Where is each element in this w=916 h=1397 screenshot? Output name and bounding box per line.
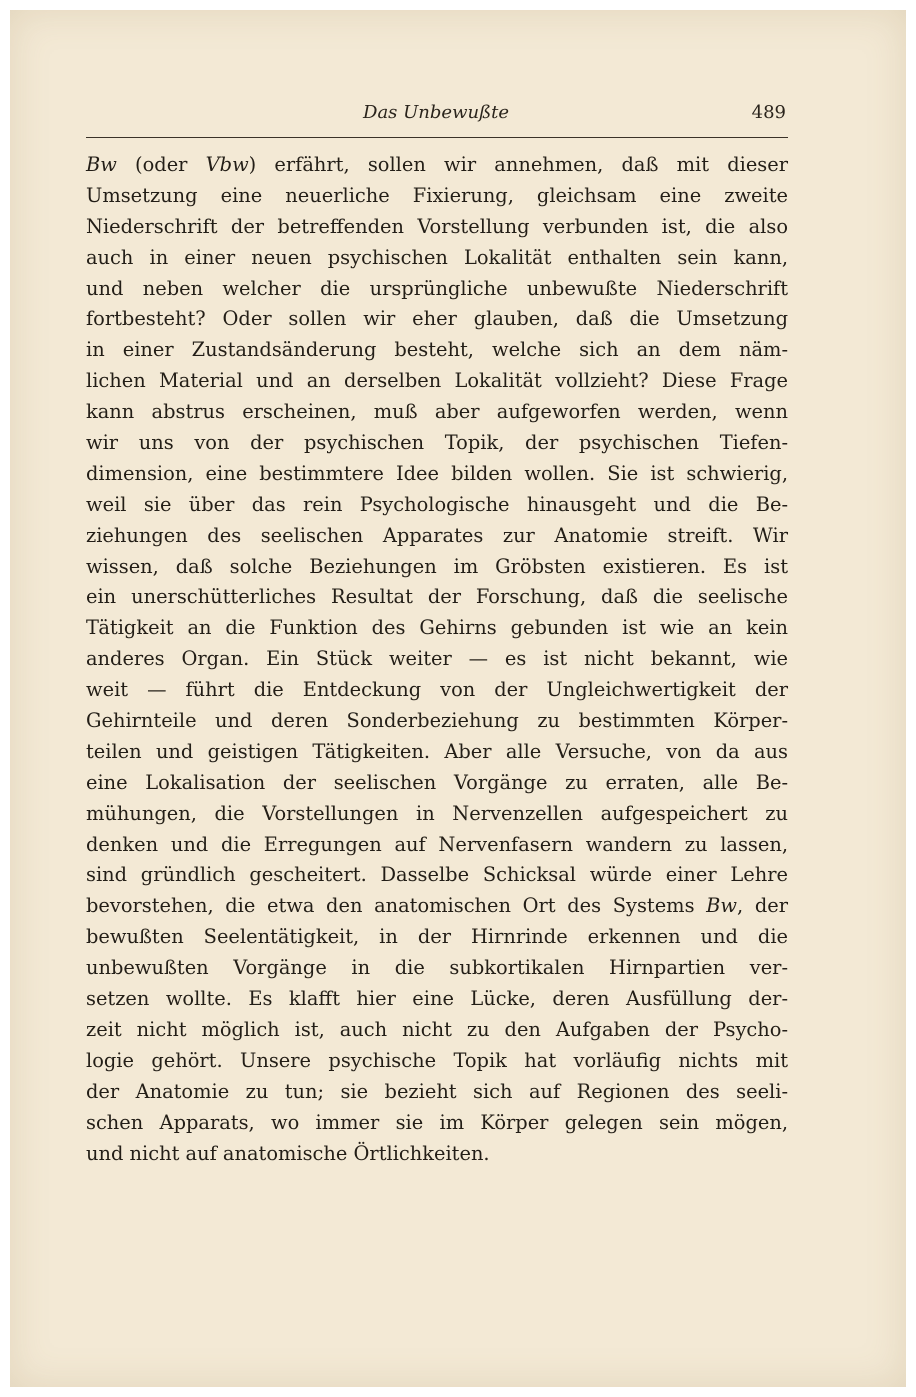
text-line <box>86 891 788 922</box>
text-line: Gehirnteile und deren Sonderbeziehung zu bestimmten Körper- <box>86 709 788 733</box>
text-line: unbewußten Vorgänge in die subkortikalen Hirnpartien ver- <box>86 956 788 980</box>
text-line: und nicht auf anatomische Örtlichkeiten. <box>86 1141 490 1165</box>
running-title: Das Unbewußte <box>363 102 509 123</box>
text-line: ein unerschütterliches Resultat der Forschung, daß die seelische <box>86 585 788 609</box>
text-line: bewußten Seelentätigkeit, in der Hirnrinde erkennen und die <box>86 925 788 949</box>
text-line: auch in einer neuen psychischen Lokalität enthalten sein kann, <box>86 245 788 269</box>
text-line: wissen, daß solche Beziehungen im Gröbsten existieren. Es ist <box>86 554 788 578</box>
term-bw: Bw <box>86 153 117 176</box>
text-line: Tätigkeit an die Funktion des Gehirns gebunden ist wie an kein <box>86 616 788 640</box>
text-fragment: , der <box>737 894 788 918</box>
text-line: und neben welcher die ursprüngliche unbewußte Niederschrift <box>86 276 788 300</box>
text-line: denken und die Erregungen auf Nervenfasern wandern zu lassen, <box>86 832 788 856</box>
book-page <box>10 10 906 1387</box>
term-bw: Bw <box>706 894 738 918</box>
text-line: Umsetzung eine neuerliche Fixierung, gleichsam eine zweite <box>86 183 788 207</box>
text-line: fortbesteht? Oder sollen wir eher glauben, daß die Umsetzung <box>86 307 788 331</box>
text-fragment: ) erfährt, sollen wir annehmen, daß mit dieser <box>248 153 788 176</box>
text-line: in einer Zustandsänderung besteht, welche sich an dem näm- <box>86 338 788 362</box>
header-rule <box>86 137 788 138</box>
text-line: dimension, eine bestimmtere Idee bilden wollen. Sie ist schwierig, <box>86 461 788 485</box>
text-line: zeit nicht möglich ist, auch nicht zu den Aufgaben der Psycho- <box>86 1017 788 1041</box>
running-head <box>86 102 786 132</box>
text-line: wir uns von der psychischen Topik, der psychischen Tiefen- <box>86 431 788 455</box>
text-line <box>86 150 788 181</box>
text-line: mühungen, die Vorstellungen in Nervenzellen aufgespeichert zu <box>86 801 788 825</box>
text-line: sind gründlich gescheitert. Dasselbe Schicksal würde einer Lehre <box>86 863 788 887</box>
body-text <box>86 150 788 1169</box>
text-line: logie gehört. Unsere psychische Topik hat vorläufig nichts mit <box>86 1048 788 1072</box>
term-vbw: Vbw <box>205 153 249 176</box>
text-line: der Anatomie zu tun; sie bezieht sich auf Regionen des seeli- <box>86 1079 788 1103</box>
text-fragment: (oder <box>116 153 206 176</box>
text-line: eine Lokalisation der seelischen Vorgänge zu erraten, alle Be- <box>86 770 788 794</box>
page-number: 489 <box>751 102 786 123</box>
text-line: weit — führt die Entdeckung von der Ungleichwertigkeit der <box>86 678 788 702</box>
text-line: setzen wollte. Es klafft hier eine Lücke, deren Ausfüllung der- <box>86 987 788 1011</box>
text-line: lichen Material und an derselben Lokalität vollzieht? Diese Frage <box>86 369 788 393</box>
text-line: teilen und geistigen Tätigkeiten. Aber alle Versuche, von da aus <box>86 739 788 763</box>
text-line: weil sie über das rein Psychologische hinausgeht und die Be- <box>86 492 788 516</box>
text-line: schen Apparats, wo immer sie im Körper gelegen sein mögen, <box>86 1110 788 1134</box>
text-line: Niederschrift der betreffenden Vorstellung verbunden ist, die also <box>86 214 788 238</box>
text-fragment: bevorstehen, die etwa den anatomischen Ort des Systems <box>86 894 707 918</box>
text-line: kann abstrus erscheinen, muß aber aufgeworfen werden, wenn <box>86 400 788 424</box>
text-line: anderes Organ. Ein Stück weiter — es ist nicht bekannt, wie <box>86 647 788 671</box>
text-line: ziehungen des seelischen Apparates zur Anatomie streift. Wir <box>86 523 788 547</box>
